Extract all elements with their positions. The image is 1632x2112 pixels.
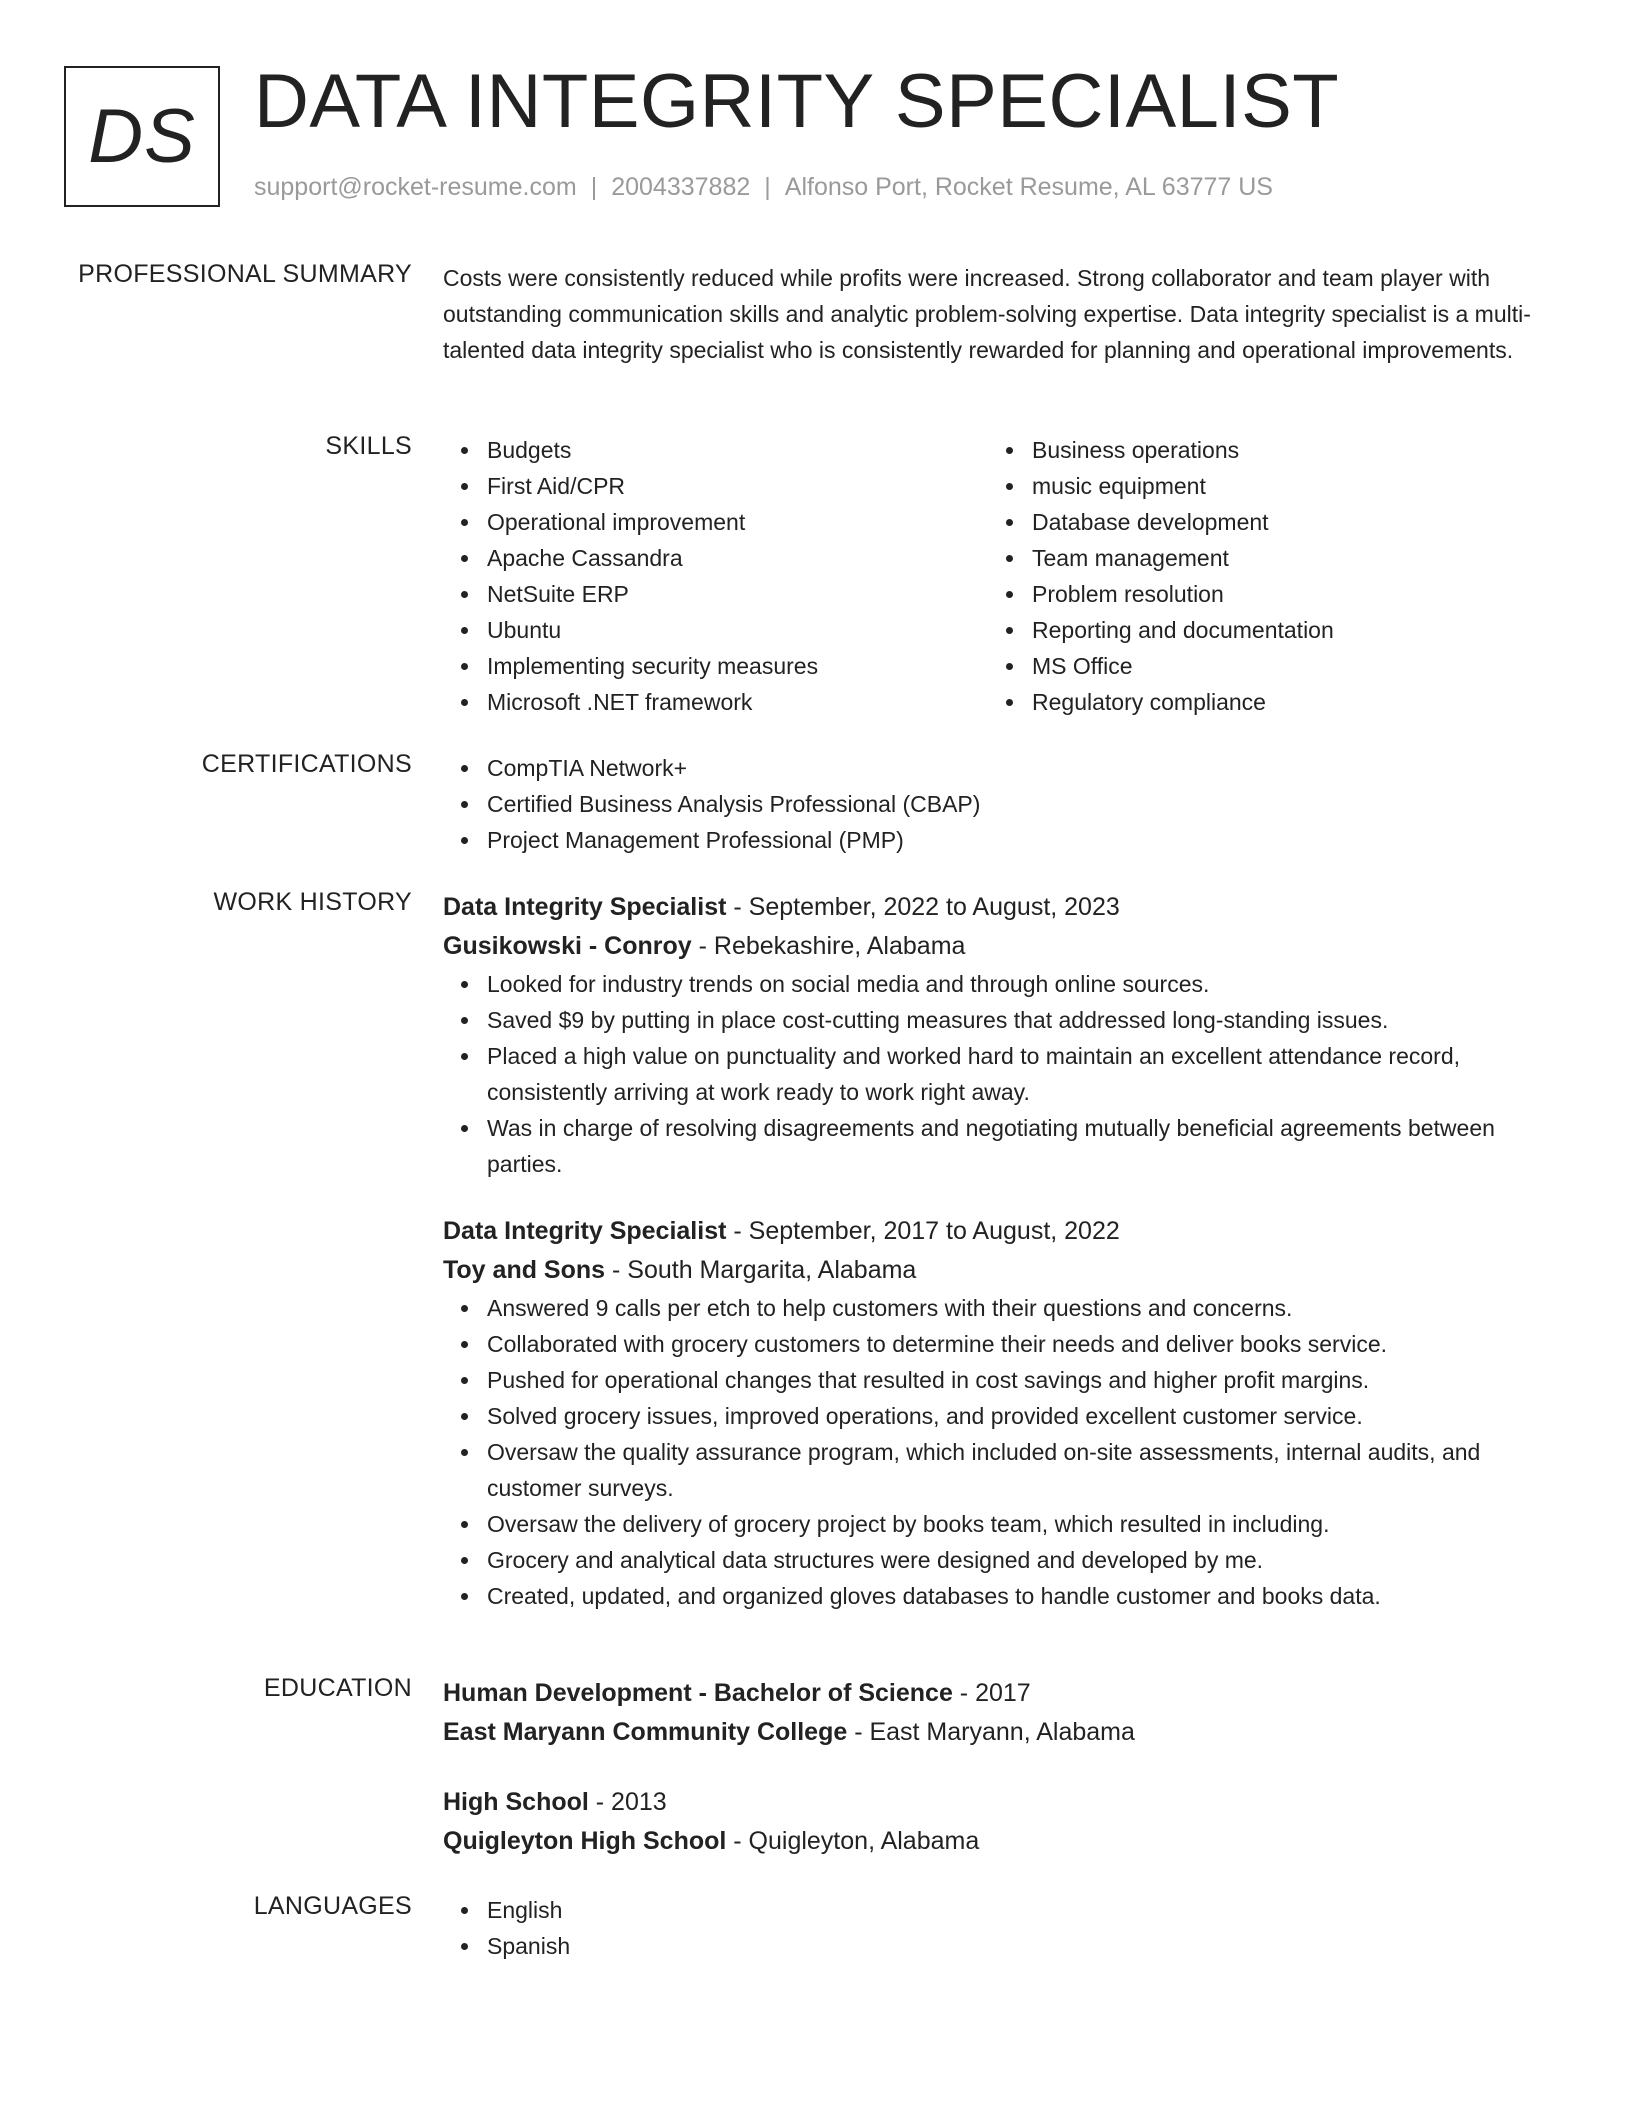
skill-item: Business operations xyxy=(988,432,1533,468)
job-company: Toy and Sons xyxy=(443,1256,606,1284)
skill-item: Budgets xyxy=(443,432,988,468)
education-school-line xyxy=(443,1713,1553,1752)
job-bullet: Was in charge of resolving disagreements and negotiating mutually beneficial agreements between parties. xyxy=(443,1110,1553,1182)
education-school-line xyxy=(443,1822,1553,1861)
certifications-body xyxy=(443,750,1553,858)
job-bullet: Created, updated, and organized gloves databases to handle customer and books data. xyxy=(443,1578,1553,1614)
contact-address: Alfonso Port, Rocket Resume, AL 63777 US xyxy=(784,173,1273,201)
education-entry xyxy=(443,1783,1553,1861)
monogram-logo: DS xyxy=(64,66,220,207)
job-bullet: Placed a high value on punctuality and worked hard to maintain an excellent attendance record, consistently arriving at work ready to work right away. xyxy=(443,1038,1553,1110)
contact-phone: 2004337882 xyxy=(611,173,751,201)
contact-separator: | xyxy=(764,173,771,201)
job-bullet: Looked for industry trends on social media and through online sources. xyxy=(443,966,1553,1002)
job-location: - Rebekashire, Alabama xyxy=(691,932,966,960)
skill-item: Operational improvement xyxy=(443,504,988,540)
job-title-line xyxy=(443,1212,1553,1251)
summary-body xyxy=(443,260,1553,368)
skill-item: Regulatory compliance xyxy=(988,684,1533,720)
certification-item: Certified Business Analysis Professional (CBAP) xyxy=(443,786,1553,822)
resume-title: DATA INTEGRITY SPECIALIST xyxy=(254,59,1340,144)
languages-body xyxy=(443,1892,1553,1964)
job-bullet: Collaborated with grocery customers to determine their needs and deliver books service. xyxy=(443,1326,1553,1362)
education-degree: Human Development - Bachelor of Science xyxy=(443,1679,953,1707)
job-bullet: Solved grocery issues, improved operations, and provided excellent customer service. xyxy=(443,1398,1553,1434)
skills-list-left xyxy=(443,432,988,720)
job-title-line xyxy=(443,888,1553,927)
section-label-skills: SKILLS xyxy=(325,432,412,460)
job-title: Data Integrity Specialist xyxy=(443,893,727,921)
education-year: - 2013 xyxy=(588,1788,667,1816)
contact-email: support@rocket-resume.com xyxy=(254,173,577,201)
education-year: - 2017 xyxy=(952,1679,1031,1707)
job-dates: - September, 2022 to August, 2023 xyxy=(726,893,1120,921)
job-bullet: Oversaw the quality assurance program, which included on-site assessments, internal audits, and customer surveys. xyxy=(443,1434,1553,1506)
education-location: - Quigleyton, Alabama xyxy=(726,1827,980,1855)
education-body xyxy=(443,1674,1553,1861)
skill-item: Microsoft .NET framework xyxy=(443,684,988,720)
skill-item: Database development xyxy=(988,504,1533,540)
skills-body xyxy=(443,432,1553,720)
job-entry xyxy=(443,1212,1553,1614)
education-degree: High School xyxy=(443,1788,589,1816)
section-label-summary: PROFESSIONAL SUMMARY xyxy=(78,260,412,288)
skill-item: Team management xyxy=(988,540,1533,576)
language-item: English xyxy=(443,1892,1553,1928)
languages-list xyxy=(443,1892,1553,1964)
skill-item: Ubuntu xyxy=(443,612,988,648)
job-bullets xyxy=(443,966,1553,1182)
section-label-languages: LANGUAGES xyxy=(253,1892,412,1920)
job-bullets xyxy=(443,1290,1553,1614)
job-company: Gusikowski - Conroy xyxy=(443,932,692,960)
education-school: East Maryann Community College xyxy=(443,1718,848,1746)
skill-item: First Aid/CPR xyxy=(443,468,988,504)
certifications-list xyxy=(443,750,1553,858)
job-bullet: Grocery and analytical data structures were designed and developed by me. xyxy=(443,1542,1553,1578)
skills-list-right xyxy=(988,432,1533,720)
section-label-certifications: CERTIFICATIONS xyxy=(201,750,412,778)
skill-item: Implementing security measures xyxy=(443,648,988,684)
certification-item: Project Management Professional (PMP) xyxy=(443,822,1553,858)
certification-item: CompTIA Network+ xyxy=(443,750,1553,786)
skill-item: music equipment xyxy=(988,468,1533,504)
job-title: Data Integrity Specialist xyxy=(443,1217,727,1245)
job-bullet: Pushed for operational changes that resulted in cost savings and higher profit margins. xyxy=(443,1362,1553,1398)
skill-item: MS Office xyxy=(988,648,1533,684)
education-entry xyxy=(443,1674,1553,1752)
skills-grid xyxy=(443,432,1553,720)
summary-text: Costs were consistently reduced while profits were increased. Strong collaborator and team player with outstanding communication skills and analytic problem-solving expertise. Data integrity specialist is a multi-talented data integrity specialist who is consistently rewarded for planning and operational improvements. xyxy=(443,265,1531,363)
job-bullet: Saved $9 by putting in place cost-cutting measures that addressed long-standing issues. xyxy=(443,1002,1553,1038)
skill-item: Reporting and documentation xyxy=(988,612,1533,648)
skill-item: Apache Cassandra xyxy=(443,540,988,576)
education-location: - East Maryann, Alabama xyxy=(847,1718,1135,1746)
work-history-body xyxy=(443,888,1553,1614)
contact-separator: | xyxy=(590,173,598,201)
language-item: Spanish xyxy=(443,1928,1553,1964)
section-label-work-history: WORK HISTORY xyxy=(213,888,412,916)
skill-item: Problem resolution xyxy=(988,576,1533,612)
contact-line xyxy=(254,173,1273,202)
job-entry xyxy=(443,888,1553,1182)
education-degree-line xyxy=(443,1674,1553,1713)
job-company-line xyxy=(443,927,1553,966)
job-bullet: Answered 9 calls per etch to help customers with their questions and concerns. xyxy=(443,1290,1553,1326)
section-label-education: EDUCATION xyxy=(263,1674,412,1702)
job-dates: - September, 2017 to August, 2022 xyxy=(726,1217,1120,1245)
education-degree-line xyxy=(443,1783,1553,1822)
skill-item: NetSuite ERP xyxy=(443,576,988,612)
job-bullet: Oversaw the delivery of grocery project by books team, which resulted in including. xyxy=(443,1506,1553,1542)
job-location: - South Margarita, Alabama xyxy=(605,1256,917,1284)
education-school: Quigleyton High School xyxy=(443,1827,727,1855)
job-company-line xyxy=(443,1251,1553,1290)
